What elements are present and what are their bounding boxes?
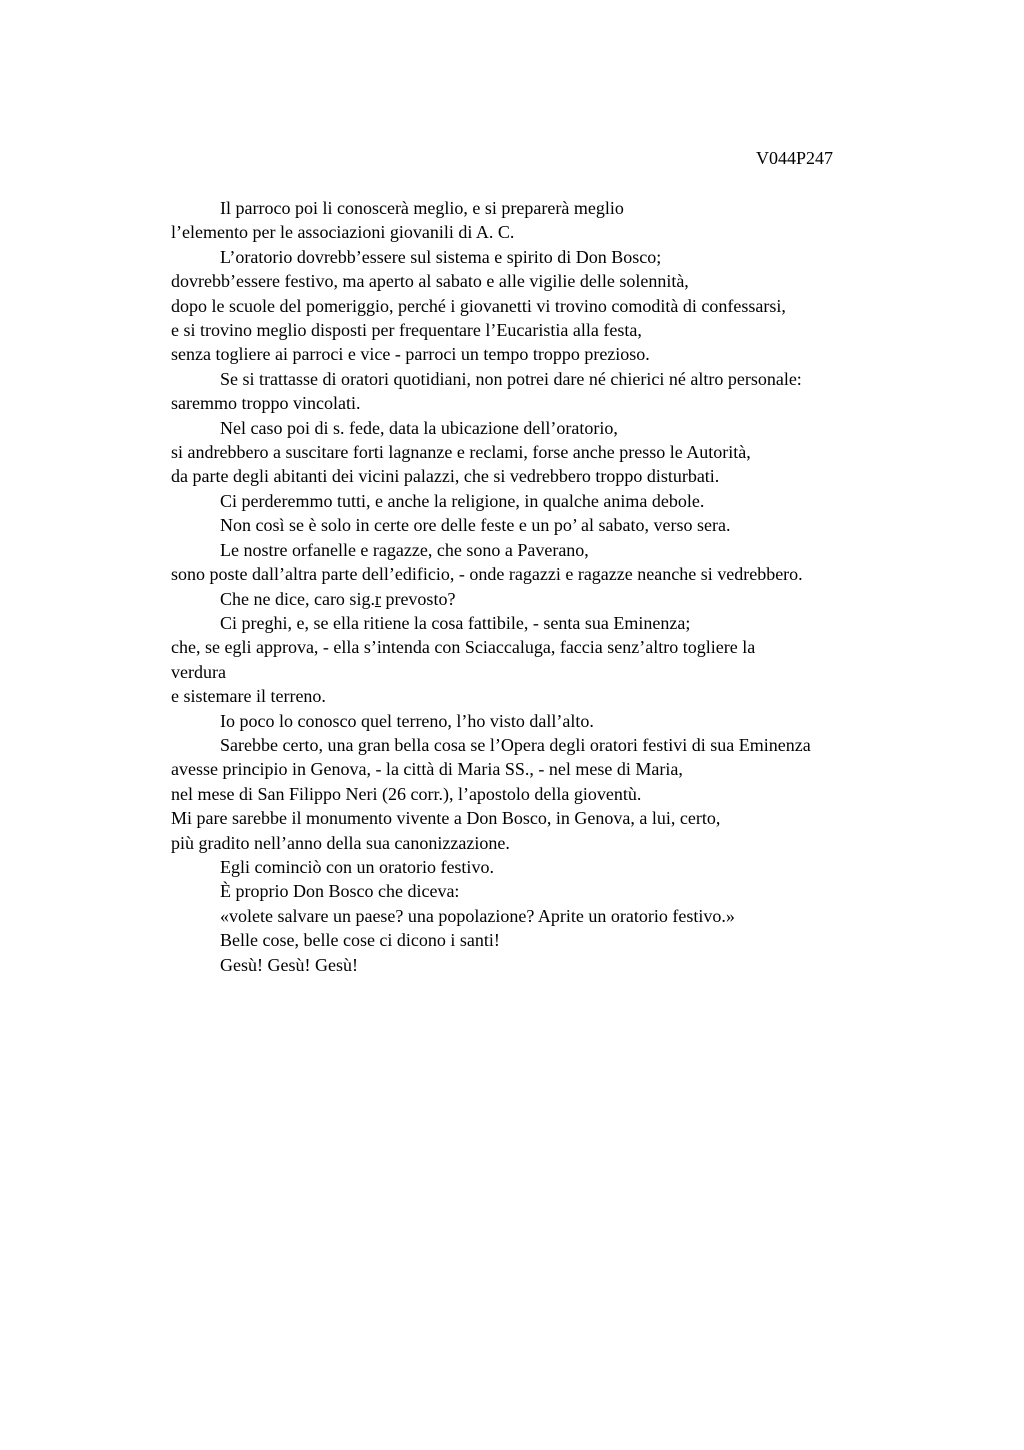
text-line [171,220,911,244]
text-line-content: Belle cose, belle cose ci dicono i santi! [220,930,500,951]
text-line-content: da parte degli abitanti dei vicini palazzi, che si vedrebbero troppo disturbati. [171,466,720,487]
text-line [171,342,911,366]
text-line-content: dopo le scuole del pomeriggio, perché i giovanetti vi trovino comodità di confessarsi, [171,295,786,316]
text-line [171,562,911,586]
text-line-content: avesse principio in Genova, - la città di Maria SS., - nel mese di Maria, [171,759,683,780]
text-line-content: saremmo troppo vincolati. [171,393,361,414]
text-line-content: Che ne dice, caro sig. [220,588,375,609]
text-line-continuation: prevosto? [380,588,456,609]
text-line [171,855,911,879]
text-line-content: Il parroco poi li conoscerà meglio, e si preparerà meglio [220,198,624,218]
text-line [171,635,911,659]
text-line-content: Nel caso poi di s. fede, data la ubicazione dell’oratorio, [220,417,618,438]
text-line [171,879,911,903]
text-line [171,733,911,757]
text-line-content: e sistemare il terreno. [171,686,326,707]
text-line [171,440,911,464]
text-line-content: Mi pare sarebbe il monumento vivente a Don Bosco, in Genova, a lui, certo, [171,808,721,829]
text-line-content: Io poco lo conosco quel terreno, l’ho visto dall’alto. [220,710,594,731]
text-line [171,806,911,830]
text-line-content: Sarebbe certo, una gran bella cosa se l’Opera degli oratori festivi di sua Eminenza [220,734,811,755]
text-line [171,782,911,806]
text-line-content: Non così se è solo in certe ore delle feste e un po’ al sabato, verso sera. [220,515,731,536]
text-line-content: e si trovino meglio disposti per frequentare l’Eucaristia alla festa, [171,320,642,341]
text-line [171,318,911,342]
text-line [171,464,911,488]
text-line-content: dovrebb’essere festivo, ma aperto al sabato e alle vigilie delle solennità, [171,271,689,292]
text-line [171,294,911,318]
text-line-content: È proprio Don Bosco che diceva: [220,881,460,902]
text-line-content: Se si trattasse di oratori quotidiani, non potrei dare né chierici né altro personale: [220,368,802,389]
text-line-content: si andrebbero a suscitare forti lagnanze e reclami, forse anche presso le Autorità, [171,442,751,463]
text-line-content: Egli cominciò con un oratorio festivo. [220,856,494,877]
text-line [171,245,911,269]
text-line [171,196,911,220]
text-line-content: nel mese di San Filippo Neri (26 corr.), l’apostolo della gioventù. [171,783,642,804]
text-line-content: Le nostre orfanelle e ragazze, che sono a Paverano, [220,539,589,560]
text-line-content: Gesù! Gesù! Gesù! [220,954,358,975]
text-line-content: verdura [171,661,226,682]
text-line-content: «volete salvare un paese? una popolazione? Aprite un oratorio festivo.» [220,905,735,926]
text-line [171,611,911,635]
text-line [171,660,911,684]
text-line-content: più gradito nell’anno della sua canonizzazione. [171,832,510,853]
text-line-content: l’elemento per le associazioni giovanili di A. C. [171,222,515,243]
text-line-content: senza togliere ai parroci e vice - parroci un tempo troppo prezioso. [171,344,650,365]
text-line [171,391,911,415]
text-line [171,709,911,733]
text-line [171,831,911,855]
text-line [171,757,911,781]
text-line [171,684,911,708]
text-line [171,513,911,537]
text-line [171,269,911,293]
text-line [171,904,911,928]
text-line-content: Ci perderemmo tutti, e anche la religione, in qualche anima debole. [220,490,705,511]
text-line [171,538,911,562]
text-line [171,953,911,977]
text-line [171,489,911,513]
text-line [171,587,911,611]
underlined-abbreviation: r [374,588,381,609]
text-line-content: che, se egli approva, - ella s’intenda con Sciaccaluga, faccia senz’altro togliere la [171,637,756,658]
text-line-content: Ci preghi, e, se ella ritiene la cosa fattibile, - senta sua Eminenza; [220,612,691,633]
text-line-content: L’oratorio dovrebb’essere sul sistema e spirito di Don Bosco; [220,246,662,267]
page-code: V044P247 [756,148,834,168]
text-line [171,928,911,952]
text-line [171,416,911,440]
text-line-content: sono poste dall’altra parte dell’edificio, - onde ragazzi e ragazze neanche si vedrebbero. [171,564,803,585]
letter-body [171,196,911,977]
text-line [171,367,911,391]
